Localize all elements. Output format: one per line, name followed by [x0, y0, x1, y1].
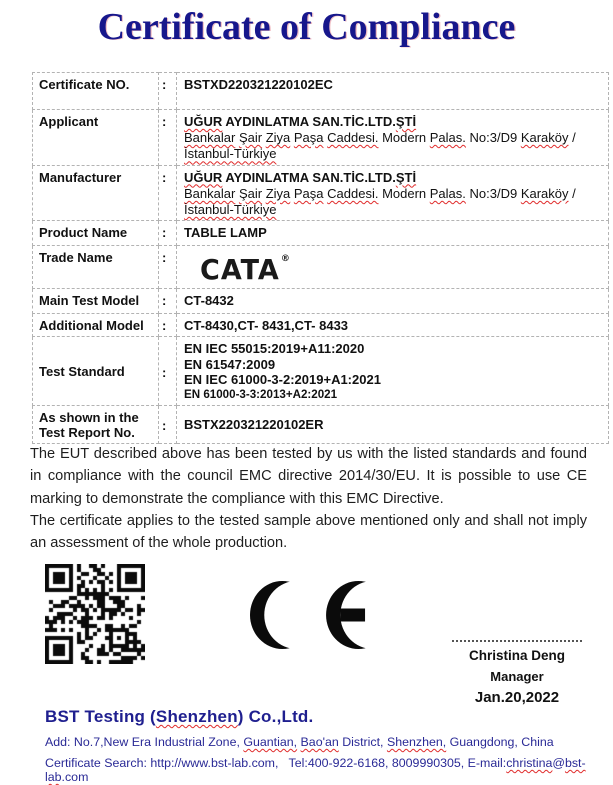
misspelled-word: Guantian,: [243, 735, 298, 749]
misspelled-word: Bao'an: [300, 735, 339, 749]
label-manufacturer: Manufacturer: [33, 165, 159, 221]
label-product-name: Product Name: [33, 221, 159, 246]
qr-code: [45, 564, 145, 664]
colon-certificate-no: :: [159, 73, 177, 110]
statement-paragraph-2: The certificate applies to the tested sample above mentioned only and shall not imply an assessment of the whole production.: [30, 512, 587, 552]
signature-block: [438, 640, 596, 706]
misspelled-word: Ziya: [265, 130, 291, 146]
table-row-additional-model: [33, 314, 609, 337]
colon-test-report-no: :: [159, 405, 177, 443]
misspelled-word: Şair: [238, 185, 263, 201]
table-row-applicant: [33, 110, 609, 166]
table-row-test-standard: [33, 337, 609, 405]
certificate-table: [32, 72, 609, 444]
misspelled-word: Bankalar: [184, 185, 236, 201]
table-row-manufacturer: [33, 165, 609, 221]
footer-company-name: BST Testing (Shenzhen) Co.,Ltd.: [45, 707, 314, 726]
colon-additional-model: :: [159, 314, 177, 337]
misspelled-word: Paşa: [293, 185, 324, 201]
value-test-report-no: BSTX220321220102ER: [177, 405, 609, 443]
table-row-trade-name: [33, 246, 609, 289]
value-certificate-no: BSTXD220321220102EC: [177, 73, 609, 110]
misspelled-word: Palas.: [429, 185, 466, 201]
misspelled-word: ŞTİ: [395, 114, 417, 129]
label-main-test-model: Main Test Model: [33, 289, 159, 314]
misspelled-word: christina: [506, 756, 553, 770]
footer: [45, 707, 601, 784]
signatory-role: Manager: [490, 669, 544, 684]
misspelled-word: Caddesi.: [327, 130, 379, 146]
value-manufacturer: UĞUR AYDINLATMA SAN.TİC.LTD.ŞTİ Bankalar Şair Ziya Paşa Caddesi. Modern Palas. No:3/D9 Karaköy / İstanbul-Türkiye: [177, 165, 609, 221]
table-row-product-name: [33, 221, 609, 246]
value-test-standard: EN IEC 55015:2019+A11:2020 EN 61547:2009 EN IEC 61000-3-2:2019+A1:2021 EN 61000-3-3:2013+A2:2021: [177, 337, 609, 405]
table-row-certificate-no: [33, 73, 609, 110]
misspelled-word: ŞTİ: [395, 169, 417, 185]
misspelled-word: Paşa: [293, 130, 324, 146]
value-trade-name: [177, 246, 609, 289]
colon-applicant: :: [159, 110, 177, 166]
signature-date: Jan.20,2022: [474, 689, 560, 706]
certificate-title: Certificate of Compliance: [97, 6, 516, 48]
misspelled-word: Ziya: [265, 185, 291, 201]
misspelled-word: Bankalar: [184, 130, 236, 146]
label-test-report-no: As shown in the Test Report No.: [33, 405, 159, 443]
footer-address: Add: No.7,New Era Industrial Zone, Guantian, Bao'an District, Shenzhen, Guangdong, China: [45, 735, 554, 749]
misspelled-word: İstanbul-Türkiye: [184, 202, 277, 218]
label-additional-model: Additional Model: [33, 314, 159, 337]
label-test-standard: Test Standard: [33, 337, 159, 405]
label-trade-name: Trade Name: [33, 246, 159, 289]
statement-paragraph-1: The EUT described above has been tested by us with the listed standards and found in compliance with the council EMC directive 2014/30/EU. It is possible to use CE marking to demonstrate the compliance with this EMC Directive.: [30, 446, 587, 507]
misspelled-word: Palas.: [429, 130, 466, 146]
misspelled-word: Karaköy: [520, 185, 569, 201]
value-product-name: TABLE LAMP: [177, 221, 609, 246]
label-applicant: Applicant: [33, 110, 159, 166]
misspelled-word: UĞUR: [184, 114, 223, 129]
misspelled-word: Shenzhen: [155, 707, 238, 726]
colon-manufacturer: :: [159, 165, 177, 221]
misspelled-word: Shenzhen,: [386, 735, 447, 749]
misspelled-word: Şair: [238, 130, 263, 146]
table-row-main-test-model: [33, 289, 609, 314]
misspelled-word: bst-lab: [45, 756, 586, 784]
colon-main-test-model: :: [159, 289, 177, 314]
signatory-name: Christina Deng: [468, 648, 565, 663]
colon-product-name: :: [159, 221, 177, 246]
signature-dotted-line: [452, 640, 582, 642]
cata-brand-logo: CATA®: [200, 253, 291, 287]
compliance-statement: [30, 443, 587, 554]
label-certificate-no: Certificate NO.: [33, 73, 159, 110]
misspelled-word: Caddesi.: [327, 185, 379, 201]
footer-contact-line: Certificate Search: http://www.bst-lab.com, Tel:400-922-6168, 8009990305, E-mail:christina@bst-lab.com: [45, 756, 586, 784]
value-applicant: UĞUR AYDINLATMA SAN.TİC.LTD.ŞTİ Bankalar Şair Ziya Paşa Caddesi. Modern Palas. No:3/D9 Karaköy / İstanbul-Türkiye: [177, 110, 609, 166]
misspelled-word: İstanbul-Türkiye: [184, 146, 277, 162]
colon-trade-name: :: [159, 246, 177, 289]
colon-test-standard: :: [159, 337, 177, 405]
misspelled-word: UĞUR: [184, 169, 223, 185]
value-main-test-model: CT-8432: [177, 289, 609, 314]
table-row-test-report-no: [33, 405, 609, 443]
value-additional-model: CT-8430,CT- 8431,CT- 8433: [177, 314, 609, 337]
ce-mark-logo: [250, 581, 366, 649]
misspelled-word: Karaköy: [520, 130, 569, 146]
